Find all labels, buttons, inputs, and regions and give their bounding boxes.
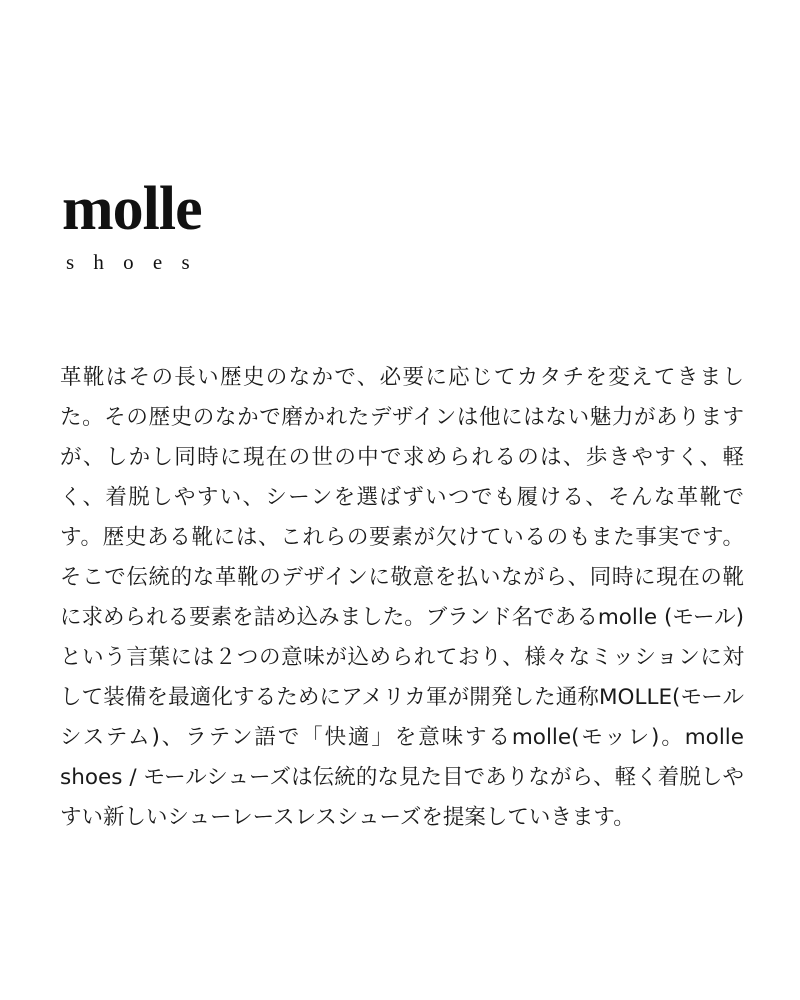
brand-description-paragraph: 革靴はその長い歴史のなかで、必要に応じてカタチを変えてきました。その歴史のなかで磨かれたデザインは他にはない魅力がありますが、しかし同時に現在の世の中で求められるのは、歩きやすく、軽く、着脱しやすい、シーンを選ばずいつでも履ける、そんな革靴です。歴史ある靴には、これらの要素が欠けているのもまた事実です。そこで伝統的な革靴のデザインに敬意を払いながら、同時に現在の靴に求められる要素を詰め込みました。ブランド名であるmolle (モール)という言葉には２つの意味が込められており、様々なミッションに対して装備を最適化するためにアメリカ軍が開発した通称MOLLE(モールシステム)、ラテン語で「快適」を意味するmolle(モッレ)。molle shoes / モールシューズは伝統的な見た目でありながら、軽く着脱しやすい新しいシューレースレスシューズを提案していきます。 <box>60 365 751 830</box>
brand-subtitle: s h o e s <box>66 250 197 274</box>
brand-logo <box>62 175 202 274</box>
brand-name: molle <box>62 175 202 243</box>
